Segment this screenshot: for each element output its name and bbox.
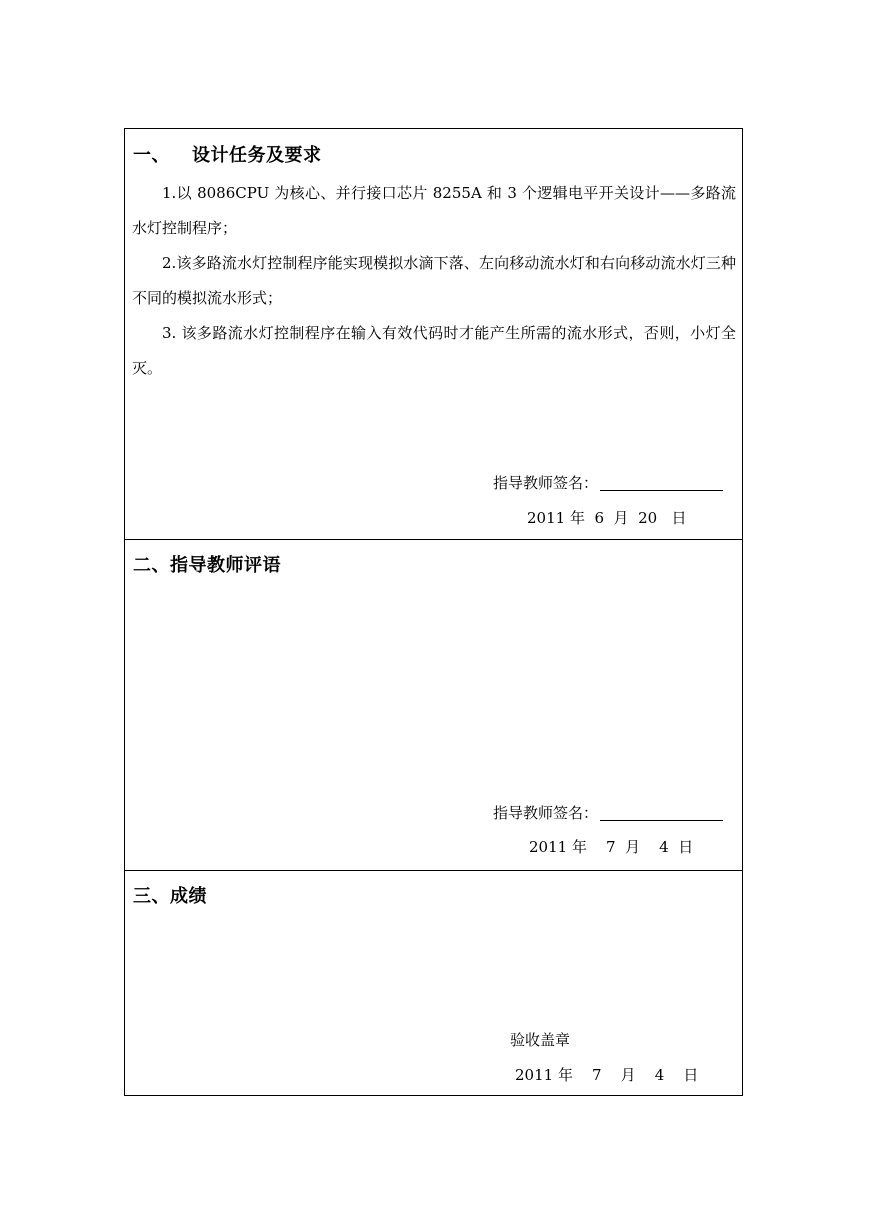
requirement-item: 2.该多路流水灯控制程序能实现模拟水滴下落、左向移动流水灯和右向移动流水灯三种不同的模拟流水形式； (132, 254, 736, 307)
signature-label: 指导教师签名： (493, 804, 599, 822)
section-heading-comments: 二、指导教师评语 (133, 555, 281, 576)
grade-date: 2011 年 7 月 4 日 (515, 1066, 699, 1084)
section-title: 设计任务及要求 (192, 145, 322, 166)
signature-line[interactable] (600, 819, 723, 821)
requirement-item: 1.以 8086CPU 为核心、并行接口芯片 8255A 和 3 个逻辑电平开关设计——多路流水灯控制程序； (132, 184, 736, 237)
section-heading-design-task (133, 141, 322, 167)
requirement-item: 3. 该多路流水灯控制程序在输入有效代码时才能产生所需的流水形式，否则，小灯全灭。 (132, 324, 736, 377)
signature-date: 2011 年 6 月 20 日 (527, 509, 687, 527)
section-heading-grade: 三、成绩 (133, 886, 207, 907)
signature-line[interactable] (600, 489, 723, 491)
section-grade (125, 870, 742, 1097)
section-supervisor-comments (125, 539, 742, 871)
signature-label: 指导教师签名： (493, 474, 599, 492)
task-requirements (132, 176, 736, 386)
section-number: 一、 (133, 145, 170, 166)
acceptance-stamp-label: 验收盖章 (510, 1031, 571, 1049)
supervisor-signature (493, 472, 723, 493)
signature-date: 2011 年 7 月 4 日 (529, 838, 694, 856)
evaluation-form (124, 128, 743, 1096)
supervisor-signature (493, 802, 723, 823)
section-design-task (125, 129, 742, 540)
